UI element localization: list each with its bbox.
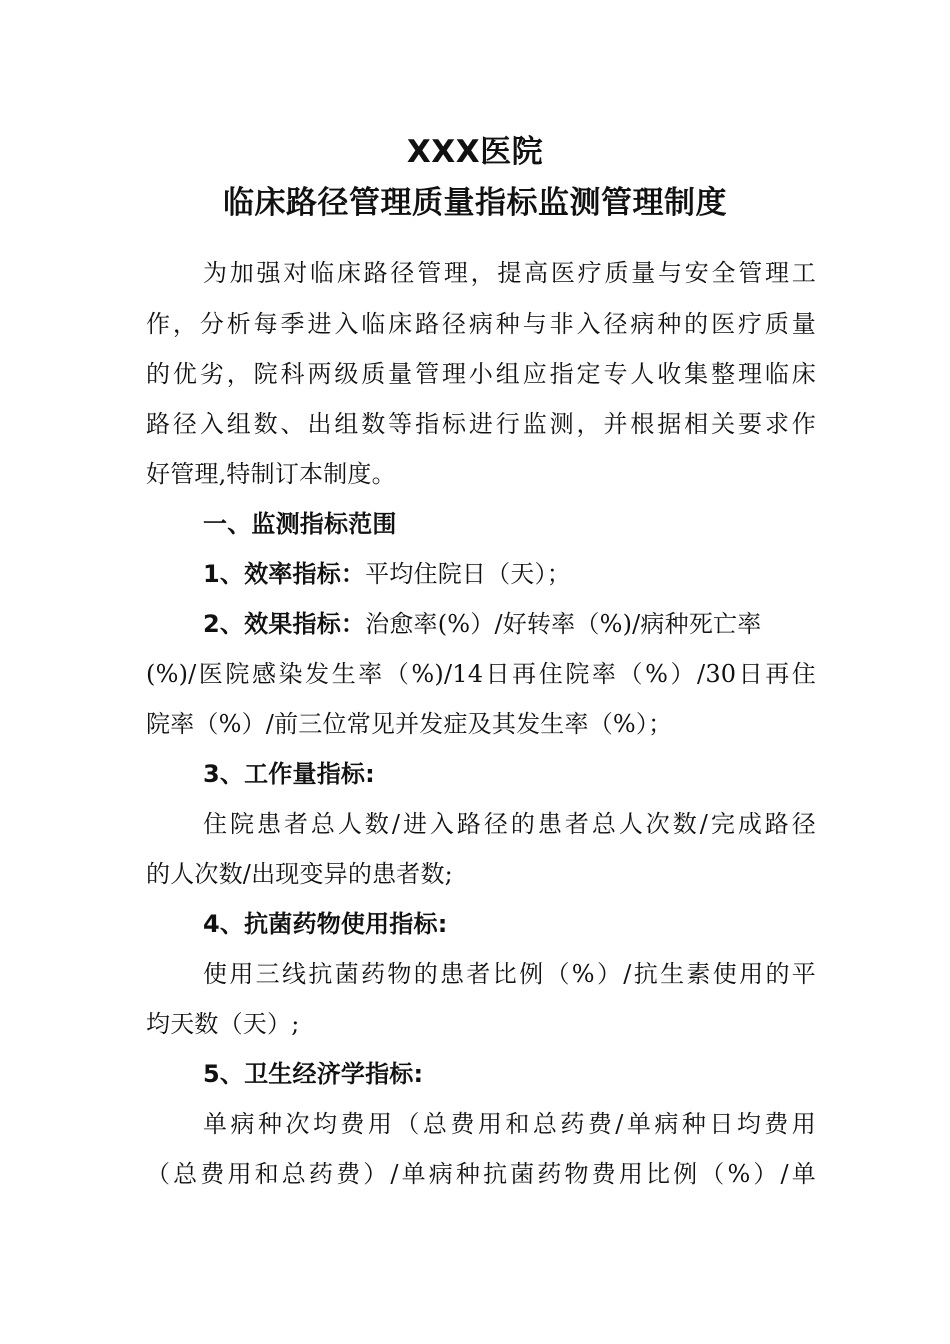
item-health-economics-line-2: （总费用和总药费）/单病种抗菌药物费用比例（%）/单 <box>146 1160 816 1188</box>
section-heading-monitoring-scope: 一、监测指标范围 <box>203 510 397 538</box>
item-efficiency-indicator <box>203 557 816 591</box>
item-workload-line-2: 的人次数/出现变异的患者数; <box>146 860 453 888</box>
intro-line-5: 好管理,特制订本制度。 <box>146 460 396 488</box>
intro-line-1: 为加强对临床路径管理，提高医疗质量与安全管理工 <box>203 259 816 287</box>
item-health-economics-label: 5、卫生经济学指标: <box>203 1060 424 1088</box>
item-antibiotic-label: 4、抗菌药物使用指标: <box>203 910 448 938</box>
item-antibiotic-line-1: 使用三线抗菌药物的患者比例（%）/抗生素使用的平 <box>203 960 816 988</box>
item-workload-line-1: 住院患者总人数/进入路径的患者总人次数/完成路径 <box>203 810 816 838</box>
item-effect-line-3: 院率（%）/前三位常见并发症及其发生率（%）； <box>146 710 673 738</box>
item-effect-text: 治愈率(%）/好转率（%)/病种死亡率 <box>365 610 762 638</box>
item-workload-label: 3、工作量指标: <box>203 760 375 788</box>
item-effect-indicator <box>203 607 816 641</box>
intro-line-3: 的优劣，院科两级质量管理小组应指定专人收集整理临床 <box>146 360 816 388</box>
item-efficiency-label: 1、效率指标： <box>203 560 366 588</box>
item-effect-line-2: (%)/医院感染发生率（%)/14日再住院率（%）/30日再住 <box>146 660 816 688</box>
item-effect-label: 2、效果指标： <box>203 610 366 638</box>
intro-line-2: 作，分析每季进入临床路径病种与非入径病种的医疗质量 <box>146 310 816 338</box>
item-efficiency-text: 平均住院日（天）； <box>365 560 571 588</box>
item-antibiotic-line-2: 均天数（天）; <box>146 1010 300 1038</box>
document-title-policy: 临床路径管理质量指标监测管理制度 <box>223 185 727 221</box>
item-health-economics-line-1: 单病种次均费用（总费用和总药费/单病种日均费用 <box>203 1110 816 1138</box>
intro-line-4: 路径入组数、出组数等指标进行监测，并根据相关要求作 <box>146 410 816 438</box>
document-title-hospital: XXX医院 <box>406 134 544 170</box>
